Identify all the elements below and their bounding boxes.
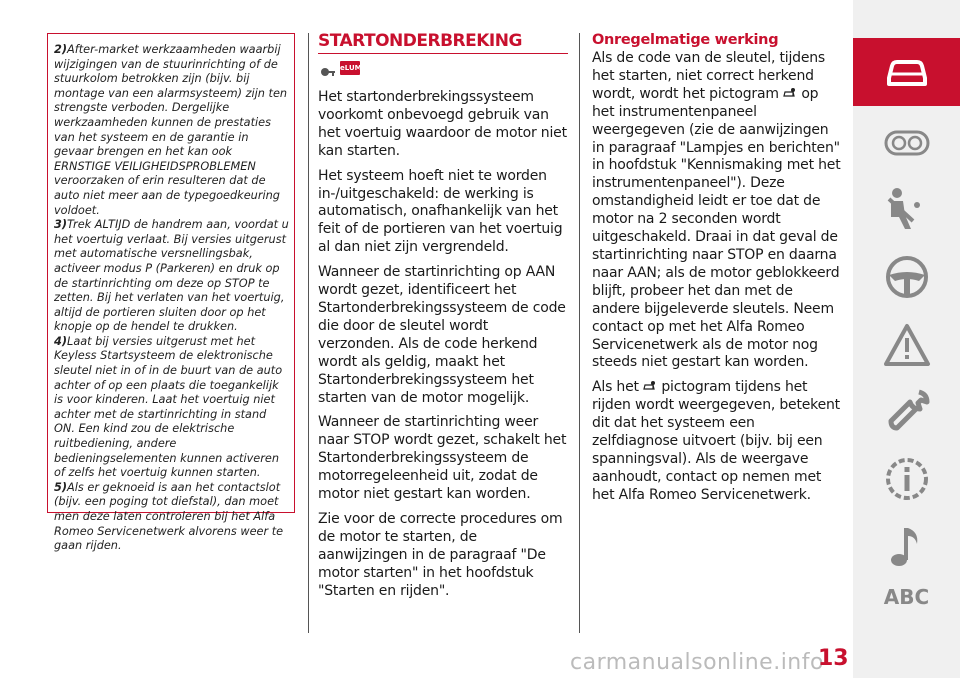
dashboard-icon: [883, 120, 931, 168]
tab-dashboard[interactable]: [853, 110, 960, 178]
paragraph-text: op het instrumentenpaneel weergegeven (zie de aanwijzingen in paragraaf "Lampjes en berichten" in hoofdstuk "Kennismaking met het instrumentenpaneel"). Deze omstandigheid leidt er toe dat de motor na 2 seconden wordt uitgeschakeld. Draai in dat geval de startinrichting naar STOP en daarna naar AAN; als de motor geblokkeerd blijft, probeer het dan met de andere bijgeleverde sleutels. Neem contact op met het Alfa Romeo Servicenetwerk als de motor nog steeds niet gestart kan worden.: [592, 85, 841, 371]
tab-multimedia[interactable]: [853, 512, 960, 580]
paragraph: Wanneer de startinrichting weer naar STOP wordt gezet, schakelt het Startonderbrekingssysteem de motorregeleenheid uit, zodat de motor niet gestart kan worden.: [318, 414, 567, 503]
note-number: 5): [54, 480, 68, 494]
elum-badge: eLUM: [340, 61, 360, 75]
column-divider: [308, 33, 309, 633]
tab-safety[interactable]: [853, 175, 960, 243]
chapter-sidebar: [853, 0, 960, 678]
title-rule: [318, 53, 568, 54]
car-icon: [883, 48, 931, 96]
paragraph-text: pictogram tijdens het rijden wordt weergegeven, betekent dit dat het systeem een zelfdiagnose uitvoert (bijv. bij een spanningsval). Als de weergave aanhoudt, contact op nemen met het Alfa Romeo Servicenetwerk.: [592, 379, 840, 503]
subsection-title: Onregelmatige werking: [592, 32, 779, 48]
car-key-warning-icon: [643, 380, 657, 392]
note-number: 2): [54, 43, 68, 56]
section-icons: [318, 59, 568, 83]
note-number: 4): [54, 334, 68, 348]
column-divider: [579, 33, 580, 633]
section-startonderbreking: [318, 30, 568, 607]
paragraph-text: Als het: [592, 379, 639, 396]
tab-driving[interactable]: [853, 243, 960, 311]
paragraph: Het startonderbrekingssysteem voorkomt onbevoegd gebruik van het voertuig waardoor de motor niet kan starten.: [318, 89, 567, 159]
tab-index[interactable]: ABC: [883, 585, 930, 609]
note-text: After-market werkzaamheden waarbij wijzigingen van de stuurinrichting of de stuurkolom betrokken zijn (bijv. bij montage van een alarmsysteem) zijn ten strengste verboden. Dergelijke werkzaamheden kunnen de prestaties van het systeem en de garantie in gevaar brengen en het kan ook ERNSTIGE VEILIGHEIDSPROBLEMEN veroorzaken of erin resulteren dat de auto niet meer aan de typegoedkeuring voldoet.: [54, 43, 288, 217]
paragraph: [592, 379, 842, 504]
info-icon: [883, 455, 931, 503]
paragraph: [592, 50, 842, 372]
note-number: 3): [54, 218, 68, 232]
paragraph-text: Als de code van de sleutel, tijdens het starten, niet correct herkend wordt, wordt het pictogram: [592, 50, 826, 102]
note-text: Laat bij versies uitgerust met het Keyless Startsysteem de elektronische sleutel niet in of in de buurt van de auto achter of op een plaats die toegankelijk is voor kinderen. Laat het voertuig niet achter met de startinrichting in stand ON. Een kind zou de elektrische ruitbediening, andere bedieningselementen kunnen activeren of zelfs het voertuig kunnen starten.: [54, 334, 283, 480]
key-icon: [320, 65, 336, 79]
section-title: STARTONDERBREKING: [318, 31, 522, 51]
tab-technical-data[interactable]: [853, 445, 960, 513]
note-text: Als er geknoeid is aan het contactslot (bijv. een poging tot diefstal), dan moet men deze laten controleren bij het Alfa Romeo Servicenetwerk alvorens weer te gaan rijden.: [54, 480, 284, 553]
steering-wheel-icon: [883, 253, 931, 301]
wrench-icon: [883, 388, 931, 436]
paragraph: Wanneer de startinrichting op AAN wordt gezet, identificeert het Startonderbrekingssysteem de code die door de sleutel wordt verzonden. Als de code herkend wordt als geldig, maakt het Startonderbrekingssysteem het starten van de motor mogelijk.: [318, 264, 566, 406]
note-4: [54, 335, 290, 481]
paragraph: Zie voor de correcte procedures om de motor te starten, de aanwijzingen in de paragraaf "De motor starten" in het hoofdstuk "Starten en rijden".: [318, 510, 563, 599]
car-key-warning-icon: [783, 87, 797, 99]
tab-car[interactable]: [853, 38, 960, 106]
note-2: [54, 43, 290, 218]
tab-emergency[interactable]: [853, 312, 960, 380]
notes-box: [47, 33, 295, 553]
warning-icon: [883, 322, 931, 370]
section-onregelmatige-werking: [592, 30, 842, 512]
note-5: [54, 481, 290, 554]
tab-maintenance[interactable]: [853, 378, 960, 446]
note-text: Trek ALTIJD de handrem aan, voordat u het voertuig verlaat. Bij versies uitgerust met automatische versnellingsbak, activeer modus P (Parkeren) en druk op de startinrichting om deze op STOP te zetten. Bij het verlaten van het voertuig, altijd de portieren sluiten door op het knopje op de hendel te drukken.: [54, 218, 289, 334]
note-3: [54, 218, 290, 335]
watermark: carmanualsonline.info: [570, 650, 824, 675]
page-number: 13: [818, 646, 849, 671]
paragraph: Het systeem hoeft niet te worden in-/uitgeschakeld: de werking is automatisch, onafhankelijk van het feit of de portieren van het voertuig al dan niet zijn vergrendeld.: [318, 167, 563, 256]
music-icon: [883, 522, 931, 570]
seatbelt-icon: [883, 185, 931, 233]
